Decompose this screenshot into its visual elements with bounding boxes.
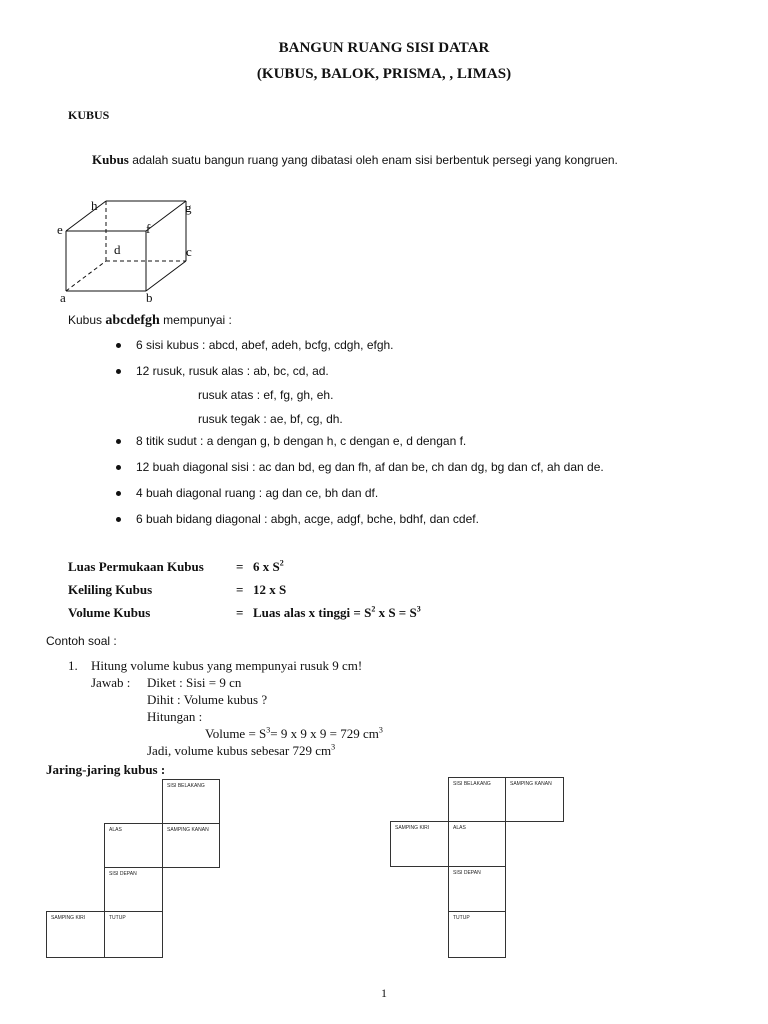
cube-label-h: h xyxy=(91,198,98,213)
bullet-icon xyxy=(116,517,121,522)
property-item: 6 buah bidang diagonal : abgh, acge, adgf, bche, bdhf, dan cdef. xyxy=(136,512,479,526)
cube-label-g: g xyxy=(185,200,192,215)
cube-label-e: e xyxy=(57,222,63,237)
net1-face-alas xyxy=(104,823,163,868)
formula-luas-equals: = xyxy=(236,559,244,574)
net-face-label: SAMPING KIRI xyxy=(395,825,430,831)
net2-face-alas xyxy=(448,821,506,867)
net2-face-sisi-belakang xyxy=(448,777,506,822)
example-question: Hitung volume kubus yang mempunyai rusuk 9 cm! xyxy=(91,658,363,673)
net1-face-sisi-depan xyxy=(104,867,163,912)
example-volume-part-b: = 9 x 9 x 9 = 729 cm xyxy=(270,726,379,741)
cube-label-b: b xyxy=(146,290,153,305)
definition-paragraph xyxy=(92,152,618,168)
net-face-label: SISI DEPAN xyxy=(453,870,481,876)
example-hitungan: Hitungan : xyxy=(147,709,203,724)
example-conclusion xyxy=(147,743,335,759)
bullet-icon xyxy=(116,465,121,470)
property-item: 12 rusuk, rusuk alas : ab, bc, cd, ad. xyxy=(136,364,329,378)
formula-volume-label: Volume Kubus xyxy=(68,605,151,620)
net-face-label: SAMPING KANAN xyxy=(167,827,209,833)
bullet-icon xyxy=(116,439,121,444)
property-item: 12 buah diagonal sisi : ac dan bd, eg dan fh, af dan be, ch dan dg, bg dan cf, ah dan de. xyxy=(136,460,604,474)
property-subitem: rusuk atas : ef, fg, gh, eh. xyxy=(198,388,334,402)
superscript-2: 2 xyxy=(371,604,376,614)
cube-label-c: c xyxy=(186,244,192,259)
formula-volume-part-a: Luas alas x tinggi = S xyxy=(253,605,372,620)
net-face-label: ALAS xyxy=(109,827,122,833)
formula-luas-label: Luas Permukaan Kubus xyxy=(68,559,204,574)
net1-face-samping-kanan xyxy=(162,823,220,868)
cube-label-f: f xyxy=(146,221,151,236)
net-face-label: SAMPING KANAN xyxy=(510,781,552,787)
net-face-label: TUTUP xyxy=(109,915,126,921)
net-face-label: TUTUP xyxy=(453,915,470,921)
superscript-3: 3 xyxy=(331,742,336,752)
superscript-3: 3 xyxy=(378,725,383,735)
section-heading-kubus: KUBUS xyxy=(68,108,110,122)
example-heading: Contoh soal : xyxy=(46,634,117,648)
superscript-3: 3 xyxy=(416,604,421,614)
example-dihit: Dihit : Volume kubus ? xyxy=(147,692,268,707)
example-conclusion-text: Jadi, volume kubus sebesar 729 cm xyxy=(147,743,332,758)
property-item: 8 titik sudut : a dengan g, b dengan h, c dengan e, d dengan f. xyxy=(136,434,467,448)
net2-face-samping-kiri xyxy=(390,821,449,867)
property-item: 4 buah diagonal ruang : ag dan ce, bh dan df. xyxy=(136,486,379,500)
property-subitem: rusuk tegak : ae, bf, cg, dh. xyxy=(198,412,343,426)
formula-volume-part-b: x S = S xyxy=(375,605,417,620)
property-item: 6 sisi kubus : abcd, abef, adeh, bcfg, cdgh, efgh. xyxy=(136,338,394,352)
net-face-label: SISI BELAKANG xyxy=(167,783,205,789)
net-face-label: ALAS xyxy=(453,825,466,831)
cube-label-d: d xyxy=(114,242,121,257)
net-face-label: SISI BELAKANG xyxy=(453,781,491,787)
net2-face-samping-kanan xyxy=(505,777,564,822)
net-face-label: SAMPING KIRI xyxy=(51,915,86,921)
definition-text: adalah suatu bangun ruang yang dibatasi oleh enam sisi berbentuk persegi yang kongruen. xyxy=(128,153,618,167)
formula-luas-value xyxy=(253,559,284,575)
cube-label-a: a xyxy=(60,290,66,305)
formula-keliling-label: Keliling Kubus xyxy=(68,582,153,597)
net1-face-tutup xyxy=(104,911,163,958)
example-volume-calculation xyxy=(205,726,383,742)
formula-keliling-equals: = xyxy=(236,582,244,597)
formula-volume-equals: = xyxy=(236,605,244,620)
formula-volume-value xyxy=(253,605,421,621)
page-number: 1 xyxy=(381,986,387,1000)
superscript-3: 3 xyxy=(266,725,271,735)
net2-face-sisi-depan xyxy=(448,866,506,912)
example-diket: Diket : Sisi = 9 cn xyxy=(147,675,242,690)
document-subtitle: (KUBUS, BALOK, PRISMA, , LIMAS) xyxy=(256,66,512,82)
net-face-label: SISI DEPAN xyxy=(109,871,137,877)
properties-intro-prefix: Kubus xyxy=(68,313,106,327)
net2-face-tutup xyxy=(448,911,506,958)
cube-name: abcdefgh xyxy=(105,313,160,328)
net1-face-samping-kiri xyxy=(46,911,105,958)
example-volume-part-a: Volume = S xyxy=(205,726,267,741)
nets-heading: Jaring-jaring kubus : xyxy=(46,762,166,777)
bullet-icon xyxy=(116,369,121,374)
bullet-icon xyxy=(116,491,121,496)
properties-intro-suffix: mempunyai : xyxy=(159,313,232,327)
formula-luas-expression: 6 x S xyxy=(253,559,280,574)
properties-intro xyxy=(68,313,232,329)
example-jawab-label: Jawab : xyxy=(91,675,131,690)
document-title: BANGUN RUANG SISI DATAR xyxy=(278,40,490,56)
example-number: 1. xyxy=(68,658,78,673)
superscript-2: 2 xyxy=(279,558,284,568)
net1-face-sisi-belakang xyxy=(162,779,220,824)
definition-term: Kubus xyxy=(92,152,129,167)
bullet-icon xyxy=(116,343,121,348)
formula-keliling-value: 12 x S xyxy=(253,582,287,597)
